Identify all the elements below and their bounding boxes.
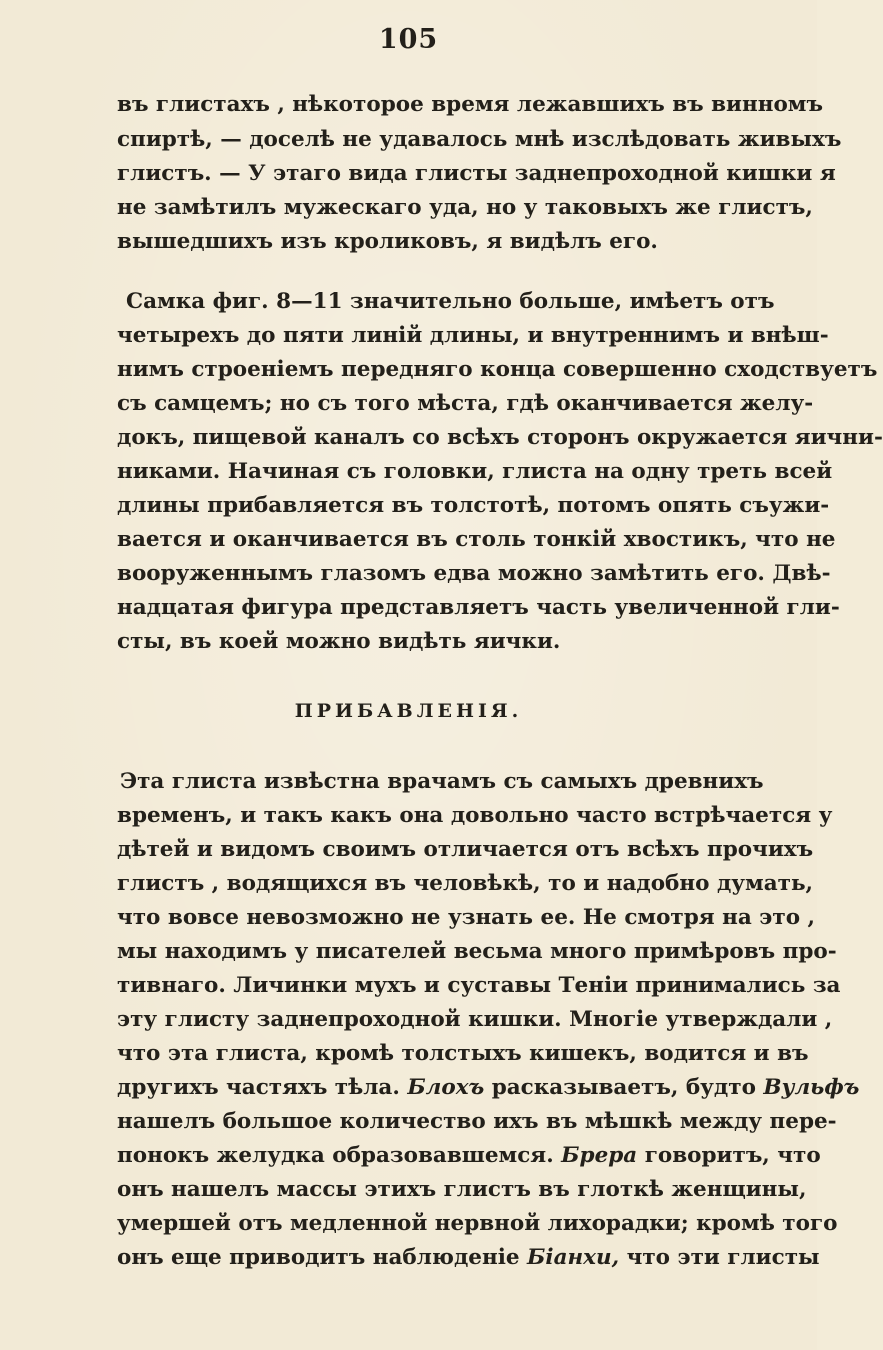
- text-line: мы находимъ у писателей весьма много примѣровъ про-: [117, 939, 837, 964]
- text-line: не замѣтилъ мужескаго уда, но у таковыхъ же глистъ,: [117, 195, 813, 220]
- text-line: Эта глиста извѣстна врачамъ съ самыхъ древнихъ: [120, 769, 764, 794]
- text-line: въ глистахъ , нѣкоторое время лежавшихъ въ винномъ: [117, 92, 823, 117]
- text-line: умершей отъ медленной нервной лихорадки; кромѣ того: [117, 1211, 838, 1236]
- text-line: вышедшихъ изъ кроликовъ, я видѣлъ его.: [117, 229, 658, 254]
- text-line: что эта глиста, кромѣ толстыхъ кишекъ, водится и въ: [117, 1041, 809, 1066]
- text-line: онъ нашелъ массы этихъ глистъ въ глоткѣ женщины,: [117, 1177, 807, 1202]
- text-line: нимъ строеніемъ передняго конца совершенно сходствуетъ: [117, 357, 878, 382]
- author-name-bianchi: Біанхи,: [527, 1245, 620, 1270]
- page-number: 105: [378, 24, 439, 55]
- text-line: Самка фиг. 8—11 значительно больше, имѣетъ отъ: [126, 289, 775, 314]
- text-run: онъ еще приводитъ наблюденіе: [117, 1245, 528, 1270]
- text-line: что вовсе невозможно не узнать ее. Не смотря на это ,: [117, 905, 816, 930]
- author-name-wolf: Вульфъ: [763, 1075, 860, 1100]
- text-line: надцатая фигура представляетъ часть увеличенной гли-: [117, 595, 840, 620]
- text-run: расказываетъ, будто: [484, 1075, 764, 1100]
- text-line: длины прибавляется въ толстотѣ, потомъ опять съужи-: [117, 493, 830, 518]
- text-line: [117, 1242, 820, 1274]
- text-line: никами. Начиная съ головки, глиста на одну треть всей: [117, 459, 833, 484]
- text-line: съ самцемъ; но съ того мѣста, гдѣ оканчивается желу-: [117, 391, 814, 416]
- text-line: дѣтей и видомъ своимъ отличается отъ всѣхъ прочихъ: [117, 837, 814, 862]
- section-heading: ПРИБАВЛЕНІЯ.: [294, 700, 523, 722]
- text-line: эту глисту заднепроходной кишки. Многіе утверждали ,: [117, 1007, 833, 1032]
- text-line: [117, 1072, 860, 1104]
- text-line: глистъ. — У этаго вида глисты заднепроходной кишки я: [117, 161, 836, 186]
- text-line: временъ, и такъ какъ она довольно часто встрѣчается у: [117, 803, 833, 828]
- text-line: сты, въ коей можно видѣть яички.: [117, 629, 561, 654]
- text-line: четырехъ до пяти линій длины, и внутреннимъ и внѣш-: [117, 323, 829, 348]
- text-line: тивнаго. Личинки мухъ и суставы Теніи принимались за: [117, 973, 841, 998]
- text-run: что эти глисты: [619, 1245, 820, 1270]
- text-line: нашелъ большое количество ихъ въ мѣшкѣ между пере-: [117, 1109, 837, 1134]
- text-run: понокъ желудка образовавшемся.: [117, 1143, 562, 1168]
- text-line: вооруженнымъ глазомъ едва можно замѣтить его. Двѣ-: [117, 561, 831, 586]
- text-line: глистъ , водящихся въ человѣкѣ, то и надобно думать,: [117, 871, 814, 896]
- text-run: говоритъ, что: [637, 1143, 821, 1168]
- text-run: другихъ частяхъ тѣла.: [117, 1075, 408, 1100]
- text-line: спиртѣ, — доселѣ не удавалось мнѣ изслѣдовать живыхъ: [117, 127, 842, 152]
- text-line: докъ, пищевой каналъ со всѣхъ сторонъ окружается яични-: [117, 425, 883, 450]
- text-line: [117, 1140, 821, 1172]
- author-name-bloch: Блохъ: [407, 1075, 485, 1100]
- author-name-brera: Брера: [561, 1143, 638, 1168]
- text-line: вается и оканчивается въ столь тонкій хвостикъ, что не: [117, 527, 836, 552]
